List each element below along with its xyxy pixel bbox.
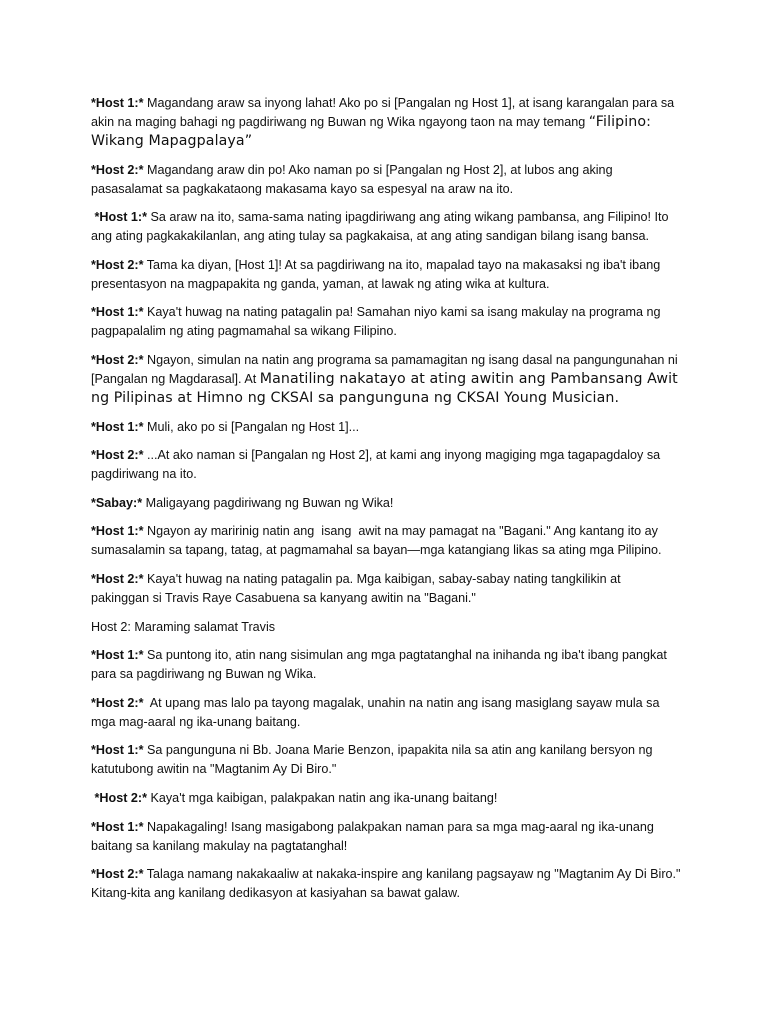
script-paragraph	[91, 418, 681, 437]
program-script	[91, 94, 685, 913]
script-paragraph	[91, 446, 681, 484]
dialogue-text: Sa araw na ito, sama-sama nating ipagdiriwang ang ating wikang pambansa, ang Filipino! Ito ang ating pagkakakilanlan, ang ating tulay sa pagkakaisa, at ang ating sandigan bilang isang bansa.	[91, 210, 673, 244]
speaker-label: *Host 2:*	[91, 448, 144, 463]
speaker-label: *Host 1:*	[91, 648, 144, 663]
speaker-label: *Host 2:*	[91, 352, 144, 367]
dialogue-text: At upang mas lalo pa tayong magalak, unahin na natin ang isang masiglang sayaw mula sa mga mag-aaral ng ika-unang baitang.	[91, 695, 663, 729]
speaker-label: *Host 2:*	[94, 790, 147, 805]
dialogue-text: Ngayon ay maririnig natin ang isang awit na may pamagat na "Bagani." Ang kantang ito ay sumasalamin sa tapang, tatag, at pagmamahal sa bayan—mga katangiang likas sa ating mga Pilipino.	[91, 524, 662, 558]
script-paragraph	[91, 618, 681, 637]
script-paragraph	[91, 94, 681, 151]
speaker-label: *Host 1:*	[91, 96, 144, 110]
script-paragraph	[91, 161, 681, 199]
speaker-label: *Host 1:*	[91, 743, 144, 758]
dialogue-text: ...At ako naman si [Pangalan ng Host 2], at kami ang inyong magiging mga tagapagdaloy sa pagdiriwang na ito.	[91, 448, 664, 482]
speaker-label: *Host 1:*	[91, 305, 144, 320]
speaker-label: *Host 2:*	[91, 867, 144, 882]
dialogue-text: Host 2: Maraming salamat Travis	[91, 619, 276, 634]
dialogue-text: Kaya't mga kaibigan, palakpakan natin ang ika-unang baitang!	[146, 790, 498, 805]
script-paragraph	[91, 351, 681, 408]
highlighted-text: “Filipino: Wikang Mapagpalaya”	[91, 114, 652, 149]
speaker-label: *Host 1:*	[91, 819, 144, 834]
speaker-label: *Sabay:*	[91, 495, 143, 510]
script-paragraph	[91, 303, 681, 341]
dialogue-text: Kaya't huwag na nating patagalin pa! Samahan niyo kami sa isang makulay na programa ng pagpapalalim ng ating pagmamahal sa wikang Filipino.	[91, 305, 664, 339]
speaker-label: *Host 2:*	[91, 571, 144, 586]
script-paragraph	[91, 646, 681, 684]
script-paragraph	[91, 694, 681, 732]
dialogue-text: Muli, ako po si [Pangalan ng Host 1]...	[143, 419, 360, 434]
speaker-label: *Host 1:*	[91, 524, 144, 539]
script-paragraph	[91, 865, 685, 903]
script-paragraph	[91, 741, 681, 779]
dialogue-text: Sa pangunguna ni Bb. Joana Marie Benzon, ipapakita nila sa atin ang kanilang bersyon ng katutubong awitin na "Magtanim Ay Di Biro."	[91, 743, 656, 777]
script-paragraph	[91, 522, 681, 560]
dialogue-text: Sa puntong ito, atin nang sisimulan ang mga pagtatanghal na inihanda ng iba't ibang pangkat para sa pagdiriwang ng Buwan ng Wika.	[91, 648, 671, 682]
script-paragraph	[91, 570, 681, 608]
dialogue-text: Talaga namang nakakaaliw at nakaka-inspire ang kanilang pagsayaw ng "Magtanim Ay Di Biro." Kitang-kita ang kanilang dedikasyon at kasiyahan sa bawat galaw.	[91, 867, 685, 901]
speaker-label: *Host 2:*	[91, 257, 144, 272]
highlighted-text: Manatiling nakatayo at ating awitin ang Pambansang Awit ng Pilipinas at Himno ng CKSAI sa pangunguna ng CKSAI Young Musician.	[91, 370, 678, 406]
speaker-label: *Host 2:*	[91, 162, 144, 177]
speaker-label: *Host 1:*	[91, 419, 144, 434]
speaker-label: *Host 1:*	[94, 210, 147, 225]
script-paragraph	[91, 494, 681, 513]
script-paragraph	[91, 208, 681, 246]
script-paragraph	[91, 818, 681, 856]
dialogue-text: Tama ka diyan, [Host 1]! At sa pagdiriwang na ito, mapalad tayo na makasaksi ng iba't ibang presentasyon na magpapakita ng ganda, yaman, at lawak ng ating wika at kultura.	[91, 257, 664, 291]
script-paragraph	[91, 256, 681, 294]
speaker-label: *Host 2:*	[91, 695, 144, 710]
dialogue-text: Maligayang pagdiriwang ng Buwan ng Wika!	[142, 495, 394, 510]
script-paragraph	[91, 789, 681, 808]
dialogue-text: Magandang araw sa inyong lahat! Ako po si [Pangalan ng Host 1], at isang karangalan para sa akin na maging bahagi ng pagdiriwang ng Buwan ng Wika ngayong taon na may temang	[91, 96, 678, 129]
dialogue-text: Kaya't huwag na nating patagalin pa. Mga kaibigan, sabay-sabay nating tangkilikin at pakinggan si Travis Raye Casabuena sa kanyang awitin na "Bagani."	[91, 571, 625, 605]
dialogue-text: Napakagaling! Isang masigabong palakpakan naman para sa mga mag-aaral ng ika-unang baitang sa kanilang makulay na pagtatanghal!	[91, 819, 658, 853]
dialogue-text: Magandang araw din po! Ako naman po si [Pangalan ng Host 2], at lubos ang aking pasasalamat sa pagkakataong makasama kayo sa espesyal na araw na ito.	[91, 162, 617, 196]
dialogue-text: Ngayon, simulan na natin ang programa sa pamamagitan ng isang dasal na pangungunahan ni [Pangalan ng Magdarasal]. At	[91, 352, 682, 386]
